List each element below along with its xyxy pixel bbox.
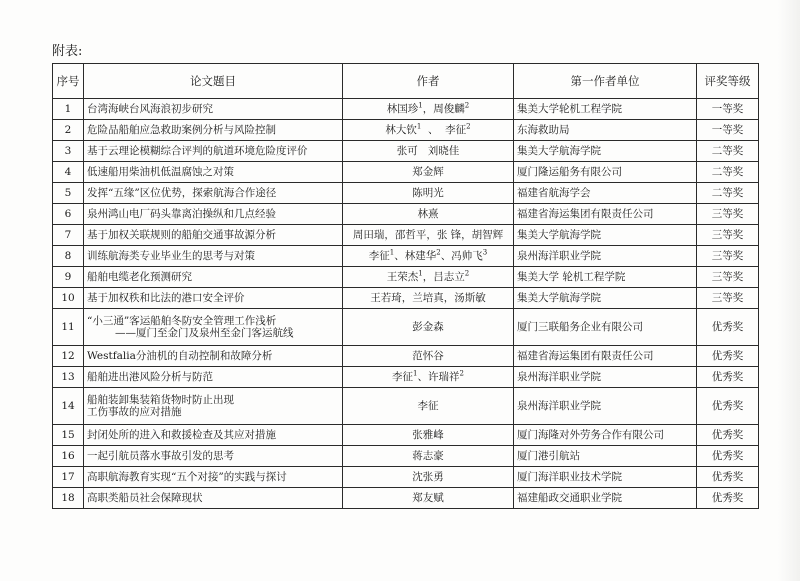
cell-no: 1: [53, 99, 84, 120]
header-org: 第一作者单位: [514, 64, 697, 99]
cell-no: 16: [53, 446, 84, 467]
title-line: 基于加权关联规则的船舶交通事故源分析: [87, 229, 276, 241]
cell-title: [84, 346, 343, 367]
cell-org: 集美大学航海学院: [514, 225, 697, 246]
author-name: 张雅峰: [412, 429, 444, 441]
author-name: 、许瑞祥: [417, 371, 460, 383]
author-name: 范怀谷: [412, 350, 444, 362]
author-name: 李征: [417, 400, 439, 412]
title-line: 训练航海类专业毕业生的思考与对策: [87, 250, 255, 262]
table-row: [53, 467, 759, 488]
cell-org: 泉州海洋职业学院: [514, 246, 697, 267]
cell-award: 优秀奖: [697, 446, 759, 467]
cell-title: [84, 367, 343, 388]
cell-award: 三等奖: [697, 204, 759, 225]
header-award: 评奖等级: [697, 64, 759, 99]
table-header-row: [53, 64, 759, 99]
cell-author: [343, 204, 514, 225]
title-line: 危险品船舶应急救助案例分析与风险控制: [87, 124, 276, 136]
cell-award: 一等奖: [697, 99, 759, 120]
cell-author: [343, 267, 514, 288]
title-line: “小三通”客运船舶冬防安全管理工作浅析: [87, 315, 277, 327]
cell-title: [84, 183, 343, 204]
cell-no: 13: [53, 367, 84, 388]
title-line: 台湾海峡台风海浪初步研究: [87, 103, 213, 115]
title-line: 高职类船员社会保障现状: [87, 492, 203, 504]
cell-org: 福建省海运集团有限责任公司: [514, 346, 697, 367]
cell-title: [84, 467, 343, 488]
table-row: [53, 267, 759, 288]
title-line: 船舶进出港风险分析与防范: [87, 371, 213, 383]
table-row: [53, 425, 759, 446]
table-row: [53, 367, 759, 388]
cell-award: 优秀奖: [697, 425, 759, 446]
cell-author: [343, 246, 514, 267]
title-line: 泉州鸿山电厂码头靠离泊操纵和几点经验: [87, 208, 276, 220]
cell-award: 三等奖: [697, 225, 759, 246]
title-line: 发挥“五缘”区位优势，探索航海合作途径: [87, 187, 277, 199]
cell-no: 14: [53, 388, 84, 425]
author-name: 陈明光: [412, 187, 444, 199]
cell-no: 10: [53, 288, 84, 309]
cell-title: [84, 388, 343, 425]
author-name: 彭金森: [412, 321, 444, 333]
cell-award: 优秀奖: [697, 488, 759, 509]
cell-author: [343, 425, 514, 446]
cell-author: [343, 99, 514, 120]
cell-author: [343, 488, 514, 509]
title-line: 工伤事故的应对措施: [87, 406, 182, 418]
author-affiliation-mark: 2: [459, 369, 464, 378]
title-line: 基于加权秩和比法的港口安全评价: [87, 292, 245, 304]
title-line: 高职航海教育实现“五个对接”的实践与探讨: [87, 471, 287, 483]
title-line: 船舶电缆老化预测研究: [87, 271, 192, 283]
cell-award: 二等奖: [697, 162, 759, 183]
cell-org: 厦门海洋职业技术学院: [514, 467, 697, 488]
cell-title: [84, 141, 343, 162]
cell-no: 4: [53, 162, 84, 183]
table-row: [53, 141, 759, 162]
table-row: [53, 204, 759, 225]
author-affiliation-mark: 2: [466, 122, 471, 131]
cell-award: 三等奖: [697, 288, 759, 309]
header-no: 序号: [53, 64, 84, 99]
cell-author: [343, 141, 514, 162]
cell-org: 厦门海隆对外劳务合作有限公司: [514, 425, 697, 446]
cell-author: [343, 183, 514, 204]
cell-title: [84, 99, 343, 120]
cell-org: 厦门港引航站: [514, 446, 697, 467]
cell-no: 6: [53, 204, 84, 225]
cell-title: [84, 162, 343, 183]
cell-org: 泉州海洋职业学院: [514, 367, 697, 388]
cell-org: 集美大学 轮机工程学院: [514, 267, 697, 288]
cell-org: 厦门隆运船务有限公司: [514, 162, 697, 183]
author-name: 李征: [392, 371, 414, 383]
cell-no: 18: [53, 488, 84, 509]
author-affiliation-mark: 1: [416, 122, 422, 131]
table-row: [53, 488, 759, 509]
cell-org: 厦门三联船务企业有限公司: [514, 309, 697, 346]
title-line: 低速船用柴油机低温腐蚀之对策: [87, 166, 234, 178]
cell-org: 福建省航海学会: [514, 183, 697, 204]
cell-no: 3: [53, 141, 84, 162]
author-name: 王荣杰: [386, 271, 419, 283]
cell-no: 2: [53, 120, 84, 141]
author-name: 蒋志豪: [412, 450, 444, 462]
cell-org: 福建船政交通职业学院: [514, 488, 697, 509]
cell-title: [84, 425, 343, 446]
cell-title: [84, 446, 343, 467]
table-row: [53, 225, 759, 246]
title-line: Westfalia分油机的自动控制和故障分析: [87, 350, 273, 362]
cell-no: 15: [53, 425, 84, 446]
award-table: [52, 63, 759, 509]
author-name: 林大钦: [385, 124, 417, 136]
cell-title: [84, 488, 343, 509]
cell-org: 泉州海洋职业学院: [514, 388, 697, 425]
cell-no: 9: [53, 267, 84, 288]
cell-org: 东海救助局: [514, 120, 697, 141]
cell-award: 三等奖: [697, 267, 759, 288]
author-name: ，周俊麟: [422, 103, 465, 115]
table-row: [53, 120, 759, 141]
author-name: 林熹: [417, 208, 439, 220]
author-affiliation-mark: 2: [464, 269, 470, 278]
title-line: 基于云理论模糊综合评判的航道环境危险度评价: [87, 145, 308, 157]
table-row: [53, 309, 759, 346]
author-affiliation-mark: 1: [418, 101, 423, 110]
cell-no: 11: [53, 309, 84, 346]
cell-org: 集美大学轮机工程学院: [514, 99, 697, 120]
title-line: 封闭处所的进入和救援检查及其应对措施: [87, 429, 276, 441]
table-row: [53, 246, 759, 267]
author-affiliation-mark: 2: [464, 101, 470, 110]
cell-author: [343, 346, 514, 367]
author-name: 张可 刘晓佳: [396, 145, 460, 157]
author-affiliation-mark: 3: [482, 248, 488, 257]
cell-author: [343, 388, 514, 425]
author-affiliation-mark: 1: [413, 369, 418, 378]
table-row: [53, 183, 759, 204]
cell-author: [343, 225, 514, 246]
cell-award: 一等奖: [697, 120, 759, 141]
author-name: 、林建华: [394, 250, 437, 262]
cell-author: [343, 467, 514, 488]
author-name: ，吕志立: [422, 271, 465, 283]
cell-award: 优秀奖: [697, 367, 759, 388]
cell-award: 二等奖: [697, 141, 759, 162]
header-title: 论文题目: [84, 64, 343, 99]
cell-no: 5: [53, 183, 84, 204]
cell-author: [343, 446, 514, 467]
header-author: 作者: [343, 64, 514, 99]
cell-title: [84, 288, 343, 309]
cell-award: 优秀奖: [697, 346, 759, 367]
cell-title: [84, 309, 343, 346]
scan-page-edge: [778, 0, 800, 581]
cell-author: [343, 162, 514, 183]
cell-award: 二等奖: [697, 183, 759, 204]
author-name: 林国珍: [386, 103, 419, 115]
cell-org: 集美大学航海学院: [514, 288, 697, 309]
author-name: 郑金辉: [412, 166, 444, 178]
author-name: 王若琦，兰培真，汤斯敏: [370, 292, 486, 304]
cell-author: [343, 120, 514, 141]
cell-org: 集美大学航海学院: [514, 141, 697, 162]
table-row: [53, 99, 759, 120]
author-name: 郑友赋: [412, 492, 444, 504]
table-row: [53, 446, 759, 467]
author-affiliation-mark: 1: [389, 248, 395, 257]
cell-title: [84, 246, 343, 267]
cell-award: 优秀奖: [697, 309, 759, 346]
appendix-label: 附表:: [52, 44, 83, 59]
cell-no: 17: [53, 467, 84, 488]
cell-org: 福建省海运集团有限责任公司: [514, 204, 697, 225]
author-name: 李征: [368, 250, 390, 262]
cell-no: 7: [53, 225, 84, 246]
cell-title: [84, 204, 343, 225]
table-row: [53, 288, 759, 309]
author-name: 、冯帅飞: [440, 250, 483, 262]
author-name: 沈张勇: [412, 471, 444, 483]
author-name: 、 李征: [421, 124, 467, 136]
cell-title: [84, 267, 343, 288]
table-row: [53, 388, 759, 425]
author-affiliation-mark: 1: [418, 269, 423, 278]
table-row: [53, 346, 759, 367]
cell-author: [343, 288, 514, 309]
cell-award: 三等奖: [697, 246, 759, 267]
title-line: 船舶装卸集装箱货物时防止出现: [87, 394, 234, 406]
table-body: [53, 99, 759, 509]
cell-no: 12: [53, 346, 84, 367]
cell-author: [343, 367, 514, 388]
cell-author: [343, 309, 514, 346]
cell-title: [84, 120, 343, 141]
author-affiliation-mark: 2: [436, 248, 441, 257]
title-line: 一起引航员落水事故引发的思考: [87, 450, 234, 462]
cell-title: [84, 225, 343, 246]
table-row: [53, 162, 759, 183]
cell-no: 8: [53, 246, 84, 267]
cell-award: 优秀奖: [697, 467, 759, 488]
title-line: ——厦门至金门及泉州至金门客运航线: [115, 327, 294, 339]
author-name: 周田瑞，邵哲平，张 锋，胡智辉: [352, 229, 504, 241]
cell-award: 优秀奖: [697, 388, 759, 425]
